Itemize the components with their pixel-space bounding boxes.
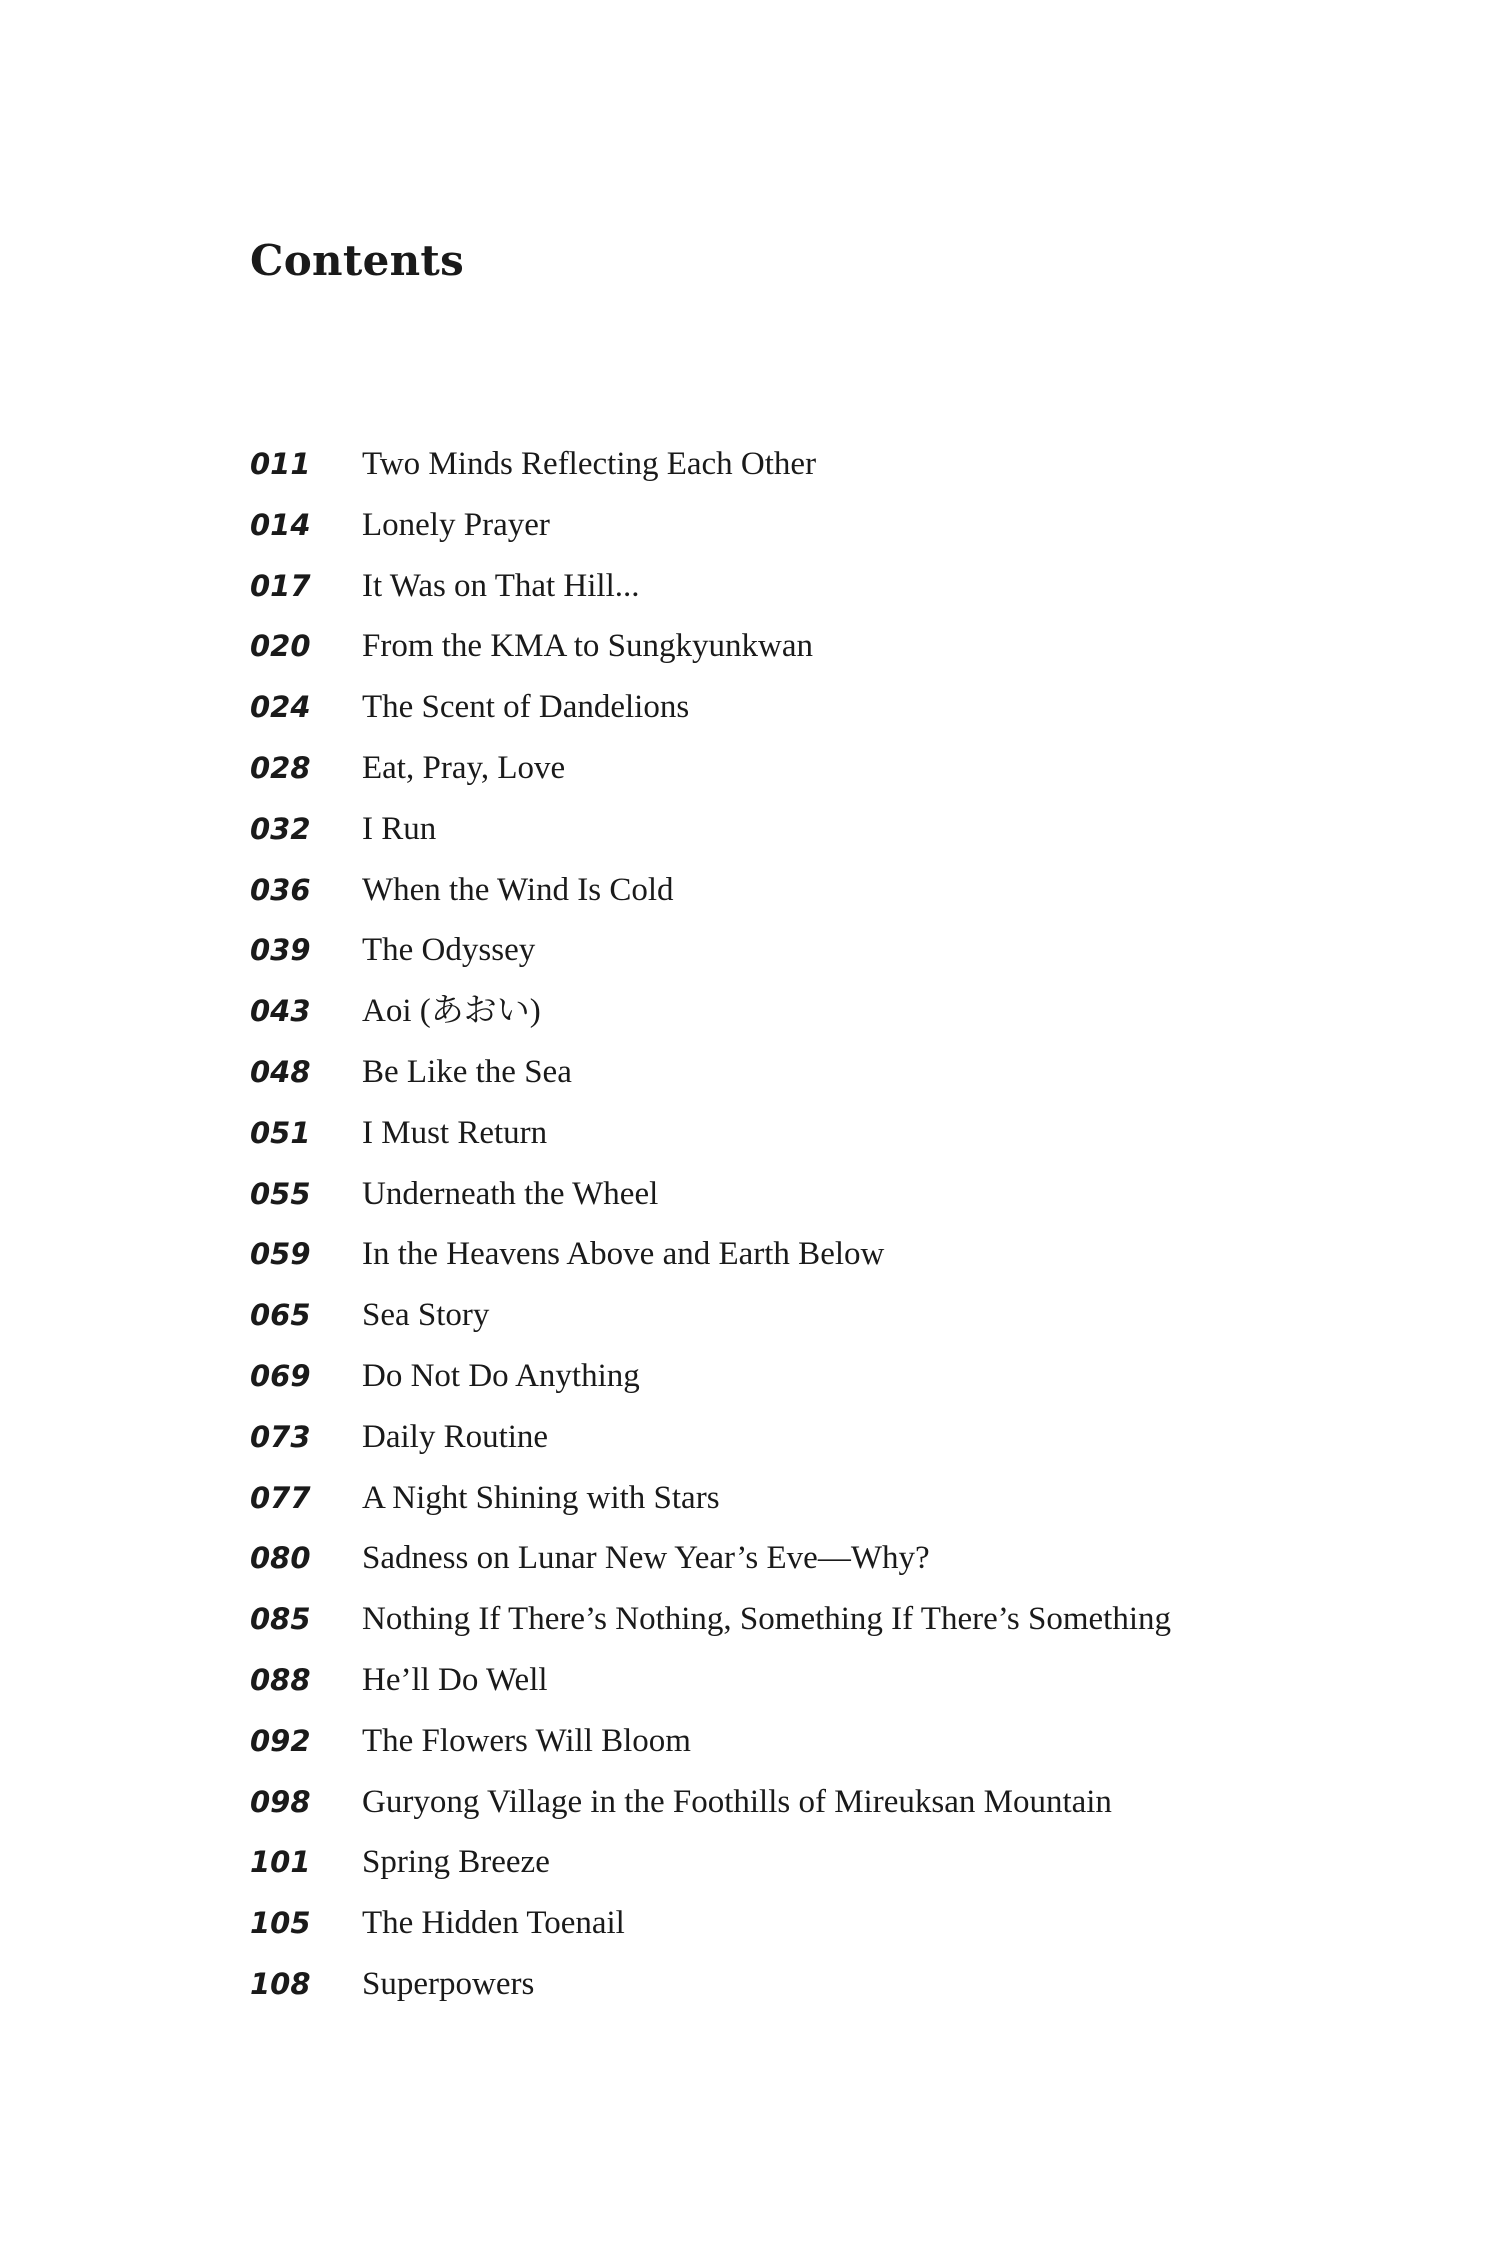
toc-title: I Must Return bbox=[362, 1114, 548, 1151]
toc-title: Be Like the Sea bbox=[362, 1053, 572, 1090]
toc-entry bbox=[250, 1164, 1400, 1225]
toc-title: Sadness on Lunar New Year’s Eve—Why? bbox=[362, 1540, 930, 1577]
toc-page-number: 065 bbox=[250, 1298, 311, 1333]
toc-title: Spring Breeze bbox=[362, 1844, 550, 1881]
toc-page-number: 101 bbox=[250, 1845, 311, 1880]
toc-entry bbox=[250, 616, 1400, 677]
toc-entry bbox=[250, 1468, 1400, 1529]
toc-page-number: 020 bbox=[250, 629, 311, 664]
toc-page-number: 059 bbox=[250, 1237, 311, 1272]
toc-title: The Scent of Dandelions bbox=[362, 689, 690, 726]
toc-entry bbox=[250, 1224, 1400, 1285]
toc-entry bbox=[250, 1103, 1400, 1164]
toc-entry bbox=[250, 1346, 1400, 1407]
toc-entry bbox=[250, 1589, 1400, 1650]
toc-entry bbox=[250, 556, 1400, 617]
toc-title: It Was on That Hill... bbox=[362, 567, 640, 604]
toc-title: From the KMA to Sungkyunkwan bbox=[362, 628, 814, 665]
toc-page-number: 080 bbox=[250, 1541, 311, 1576]
toc-title: Guryong Village in the Foothills of Mireuksan Mountain bbox=[362, 1783, 1112, 1820]
toc-entry bbox=[250, 1407, 1400, 1468]
contents-heading: Contents bbox=[250, 236, 465, 285]
toc-entry bbox=[250, 1285, 1400, 1346]
toc-page-number: 032 bbox=[250, 811, 311, 846]
toc-entry bbox=[250, 799, 1400, 860]
toc-title: Lonely Prayer bbox=[362, 506, 550, 543]
toc-page-number: 073 bbox=[250, 1419, 311, 1454]
toc-entry bbox=[250, 677, 1400, 738]
toc-title: Aoi (あおい) bbox=[362, 993, 541, 1030]
toc-page-number: 039 bbox=[250, 933, 311, 968]
toc-entry bbox=[250, 1711, 1400, 1772]
toc-entry bbox=[250, 1893, 1400, 1954]
toc-page-number: 108 bbox=[250, 1966, 311, 2001]
toc-entry bbox=[250, 1832, 1400, 1893]
toc-entry bbox=[250, 981, 1400, 1042]
toc-title: The Odyssey bbox=[362, 932, 536, 969]
toc-entry bbox=[250, 495, 1400, 556]
toc-entry bbox=[250, 1650, 1400, 1711]
toc-page-number: 048 bbox=[250, 1054, 311, 1089]
toc-entry bbox=[250, 860, 1400, 921]
table-of-contents bbox=[250, 434, 1400, 2015]
toc-entry bbox=[250, 1772, 1400, 1833]
toc-title: Eat, Pray, Love bbox=[362, 749, 566, 786]
toc-page-number: 051 bbox=[250, 1115, 311, 1150]
toc-entry bbox=[250, 434, 1400, 495]
toc-page-number: 017 bbox=[250, 568, 311, 603]
toc-entry bbox=[250, 738, 1400, 799]
toc-title: I Run bbox=[362, 810, 437, 847]
toc-title: Nothing If There’s Nothing, Something If There’s Something bbox=[362, 1601, 1172, 1638]
toc-title: A Night Shining with Stars bbox=[362, 1479, 720, 1516]
toc-page-number: 105 bbox=[250, 1906, 311, 1941]
toc-title: Underneath the Wheel bbox=[362, 1175, 659, 1212]
toc-entry bbox=[250, 1528, 1400, 1589]
toc-title: The Hidden Toenail bbox=[362, 1905, 625, 1942]
toc-page-number: 092 bbox=[250, 1723, 311, 1758]
toc-entry bbox=[250, 920, 1400, 981]
toc-page-number: 043 bbox=[250, 994, 311, 1029]
toc-title: Two Minds Reflecting Each Other bbox=[362, 446, 817, 482]
toc-entry bbox=[250, 1042, 1400, 1103]
toc-page-number: 077 bbox=[250, 1480, 311, 1515]
toc-title: Sea Story bbox=[362, 1297, 490, 1334]
toc-page-number: 069 bbox=[250, 1358, 311, 1393]
toc-title: When the Wind Is Cold bbox=[362, 871, 674, 908]
toc-entry bbox=[250, 1954, 1400, 2015]
toc-title: The Flowers Will Bloom bbox=[362, 1722, 691, 1759]
toc-title: Daily Routine bbox=[362, 1418, 549, 1455]
toc-page-number: 028 bbox=[250, 750, 311, 785]
toc-page-number: 036 bbox=[250, 872, 311, 907]
toc-page-number: 014 bbox=[250, 507, 311, 542]
toc-page-number: 085 bbox=[250, 1602, 311, 1637]
toc-title: Do Not Do Anything bbox=[362, 1357, 640, 1394]
toc-title: He’ll Do Well bbox=[362, 1661, 548, 1698]
toc-page-number: 088 bbox=[250, 1662, 311, 1697]
toc-title: Superpowers bbox=[362, 1965, 535, 2002]
toc-page-number: 011 bbox=[250, 447, 311, 481]
toc-page-number: 055 bbox=[250, 1176, 311, 1211]
toc-page-number: 098 bbox=[250, 1784, 311, 1819]
toc-page-number: 024 bbox=[250, 690, 311, 725]
toc-title: In the Heavens Above and Earth Below bbox=[362, 1236, 885, 1273]
